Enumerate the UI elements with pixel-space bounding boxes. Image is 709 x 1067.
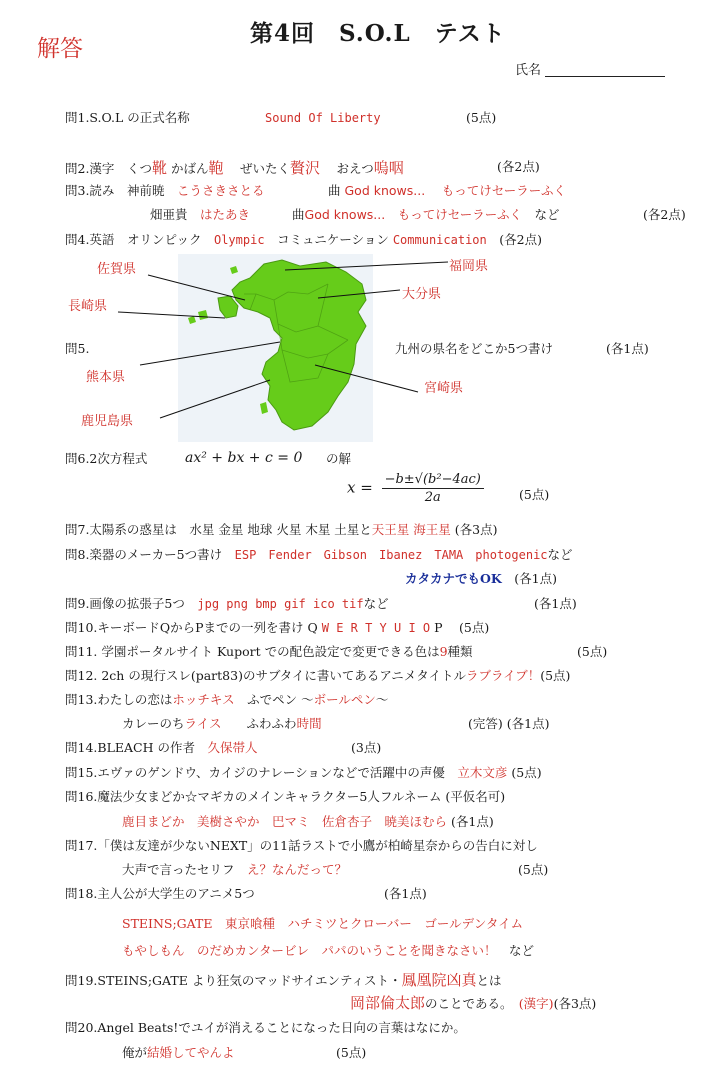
points-20: (5点) — [336, 1045, 367, 1060]
question-6: 問6.2次方程式 — [65, 451, 148, 466]
points-5: (各1点) — [606, 341, 649, 356]
question-5-instruction: 九州の県名をどこか5つ書け — [395, 341, 553, 356]
points-18: (各1点) — [384, 886, 427, 901]
quadratic-formula: x = $\frac{\text{−b±√(b²−4ac)}}{2a}$ — [347, 472, 484, 505]
answer-18-line-2: もやしもん のだめカンタービレ パパのいうことを聞きなさい！ など — [122, 943, 535, 958]
question-18: 問18.主人公が大学生のアニメ5つ — [65, 886, 255, 901]
question-16: 問16.魔法少女まどか☆マギカのメインキャラクター5人フルネーム (平仮名可) — [65, 789, 506, 804]
question-14: 問14.BLEACH の作者 久保帯人 — [65, 740, 258, 755]
quadratic-equation: ax² + bx + c = 0 — [185, 450, 303, 466]
question-17: 問17.「僕は友達が少ないNEXT」の11話ラストで小鷹が柏崎星奈からの告白に対し — [65, 838, 538, 853]
kyushu-map — [178, 254, 373, 442]
question-4: 問4.英語 オリンピック Olympic コミュニケーション Communication (各2点) — [65, 232, 542, 247]
label-fukuoka: 福岡県 — [449, 259, 489, 274]
points-6: (5点) — [519, 487, 550, 502]
name-label: 氏名 — [515, 63, 542, 78]
label-miyazaki: 宮崎県 — [424, 381, 464, 396]
question-9: 問9.画像の拡張子5つ jpg png bmp gif ico tifなど — [65, 596, 389, 611]
question-3: 問3.読み 神前暁 こうさきさとる — [65, 183, 265, 198]
answer-mark: 解答 — [37, 36, 83, 62]
question-20-line-2: 俺が結婚してやんよ — [122, 1045, 235, 1060]
test-title: 第4回 S.O.L テスト — [250, 20, 506, 47]
question-13-line-2: カレーのちライス ふわふわ時間 — [122, 716, 322, 731]
question-6-suffix: の解 — [326, 451, 352, 466]
points-14: (3点) — [351, 740, 382, 755]
answer-3-song-2: 曲God knows... もってけセーラーふく など — [292, 207, 560, 222]
points-3: (各2点) — [643, 207, 686, 222]
question-15: 問15.エヴァのゲンドウ、カイジのナレーションなどで活躍中の声優 立木文彦 (5点) — [65, 765, 542, 780]
question-19-line-2: 岡部倫太郎のことである。 (漢字)(各3点) — [350, 994, 597, 1012]
question-1: 問1.S.O.L の正式名称 — [65, 110, 190, 125]
answer-16: 鹿目まどか 美樹さやか 巴マミ 佐倉杏子 暁美ほむら (各1点) — [122, 814, 494, 829]
points-1: (5点) — [466, 110, 497, 125]
question-8: 問8.楽器のメーカー5つ書け ESP Fender Gibson Ibanez TAMA photogenicなど — [65, 547, 573, 562]
name-line — [545, 76, 665, 77]
question-7: 問7.太陽系の惑星は 水星 金星 地球 火星 木星 土星と天王星 海王星 (各3点) — [65, 522, 498, 537]
points-11: (5点) — [577, 644, 608, 659]
question-20: 問20.Angel Beats!でユイが消えることになった日向の言葉はなにか。 — [65, 1020, 466, 1035]
question-17-line-2: 大声で言ったセリフ え？なんだって？ — [122, 862, 348, 877]
label-kumamoto: 熊本県 — [86, 370, 126, 385]
answer-18-line-1: STEINS;GATE 東京喰種 ハチミツとクローバー ゴールデンタイム — [122, 916, 524, 931]
label-kagoshima: 鹿児島県 — [81, 414, 134, 429]
label-nagasaki: 長崎県 — [68, 299, 108, 314]
question-19: 問19.STEINS;GATE より狂気のマッドサイエンティスト・鳳凰院凶真とは — [65, 971, 502, 989]
points-9: (各1点) — [534, 596, 577, 611]
question-8-note: カタカナでもOK (各1点) — [405, 571, 557, 586]
label-saga: 佐賀県 — [97, 262, 137, 277]
points-13: (完答) (各1点) — [468, 716, 550, 731]
label-oita: 大分県 — [402, 287, 442, 302]
question-13: 問13.わたしの恋はホッチキス ふでペン ～ボールペン～ — [65, 692, 389, 707]
answer-3-song-1: 曲 God knows... もってけセーラーふく — [328, 183, 566, 198]
question-2: 問2.漢字 くつ靴 かばん鞄 ぜいたく贅沢 おえつ嗚咽 — [65, 159, 404, 177]
question-5: 問5. — [65, 341, 90, 356]
question-12: 問12. 2ch の現行スレ(part83)のサブタイに書いてあるアニメタイトルラブライブ！(5点) — [65, 668, 571, 683]
question-11: 問11. 学園ポータルサイト Kuport での配色設定で変更できる色は9種類 — [65, 644, 473, 659]
question-3-line-2: 畑亜貴 はたあき — [150, 207, 251, 222]
question-10: 問10.キーボードQからPまでの一列を書け Q W E R T Y U I O P (5点) — [65, 620, 490, 635]
answer-1: Sound Of Liberty — [265, 111, 381, 125]
points-2: (各2点) — [497, 159, 540, 174]
points-17: (5点) — [518, 862, 549, 877]
